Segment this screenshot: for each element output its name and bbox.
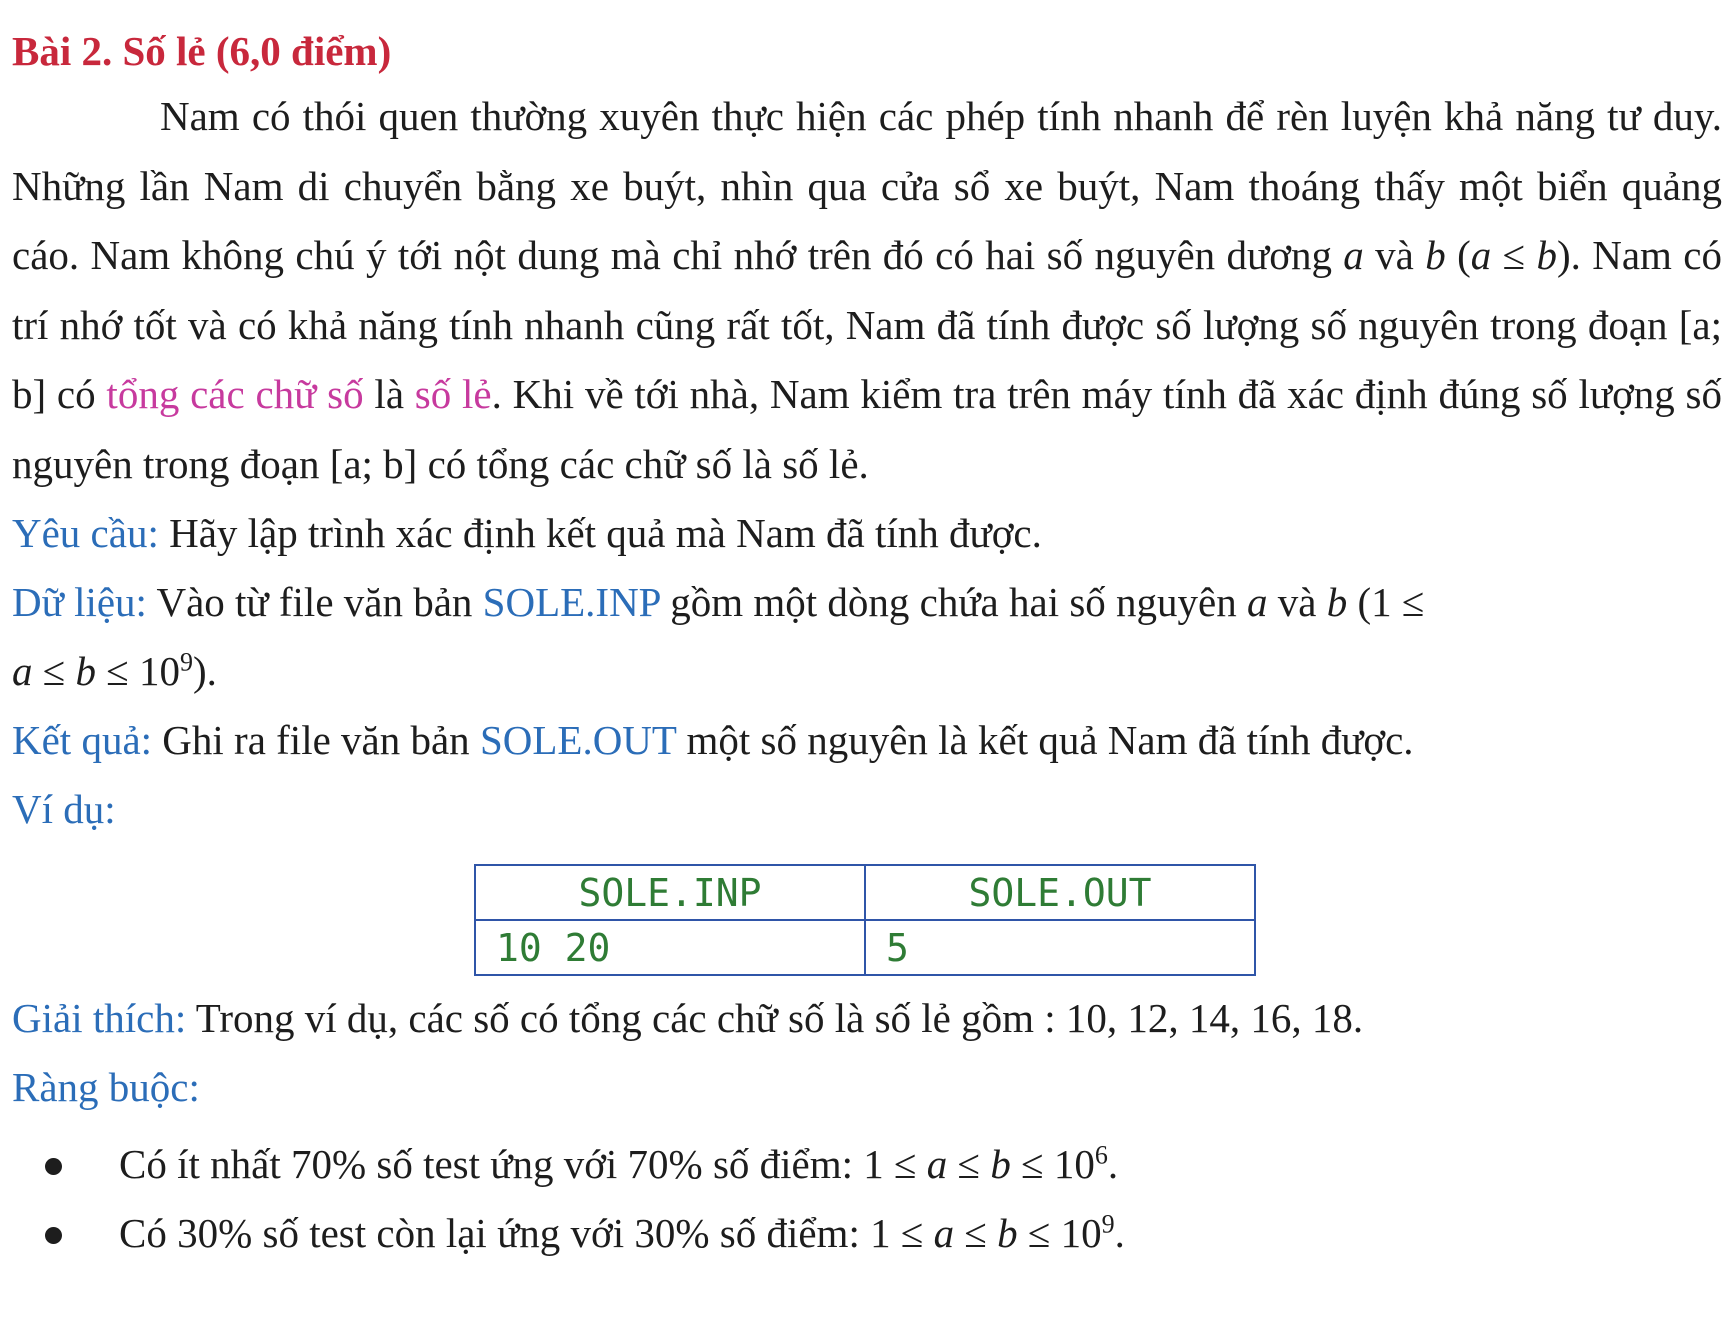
example-header-input: SOLE.INP xyxy=(475,865,865,920)
requirement-label: Yêu cầu: xyxy=(12,510,159,556)
output-filename: SOLE.OUT xyxy=(479,717,677,763)
constraint-item xyxy=(12,1199,1722,1268)
input-filename: SOLE.INP xyxy=(482,579,660,625)
highlight-digit-sum: tổng các chữ số xyxy=(106,371,364,417)
input-line2-le1: ≤ xyxy=(32,648,76,694)
example-header-row xyxy=(475,865,1255,920)
output-line xyxy=(12,706,1722,775)
highlight-odd-number: số lẻ xyxy=(414,371,492,417)
constraint-exponent: 9 xyxy=(1101,1209,1115,1239)
constraint-text: Có 30% số test còn lại ứng với 30% số điểm: 1 ≤ xyxy=(119,1210,934,1256)
output-text-2: một số nguyên là kết quả Nam đã tính được. xyxy=(676,717,1414,763)
example-header-output: SOLE.OUT xyxy=(865,865,1255,920)
example-label: Ví dụ: xyxy=(12,786,116,832)
explanation-label: Giải thích: xyxy=(12,995,187,1041)
requirement-line xyxy=(12,499,1722,568)
example-section xyxy=(12,844,1722,984)
story-var-a: a xyxy=(1343,232,1364,278)
story-cond-a: a xyxy=(1470,232,1492,278)
example-output-value: 5 xyxy=(865,920,1255,975)
constraint-le1: ≤ xyxy=(947,1141,991,1187)
constraint-var-b: b xyxy=(997,1210,1018,1256)
input-text-1: Vào từ file văn bản xyxy=(146,579,483,625)
bullet-icon xyxy=(45,1227,62,1244)
story-cond-le: ≤ xyxy=(1491,232,1537,278)
constraints-label: Ràng buộc: xyxy=(12,1064,200,1110)
story-var-b: b xyxy=(1425,232,1446,278)
bullet-icon xyxy=(45,1158,62,1175)
input-line-2 xyxy=(12,637,1722,706)
story-text-1: Nam có thói quen thường xuyên thực hiện các phép tính nhanh để rèn luyện khả năng tư duy. Những lần Nam di chuyển bằng xe buýt, nhìn qua cửa sổ xe buýt, Nam thoáng thấy một biển quảng cáo. Nam không chú ý tới nột dung mà chỉ nhớ trên đó có hai số nguyên dương xyxy=(12,93,1722,278)
input-line2-end: ). xyxy=(193,648,217,694)
requirement-text: Hãy lập trình xác định kết quả mà Nam đã tính được. xyxy=(158,510,1042,556)
story-cond-b: b xyxy=(1536,232,1557,278)
input-var-b: b xyxy=(1326,579,1348,625)
input-line-1 xyxy=(12,568,1722,637)
constraint-end: . xyxy=(1107,1141,1119,1187)
example-data-row xyxy=(475,920,1255,975)
story-text-3: là xyxy=(363,371,415,417)
example-input-value: 10 20 xyxy=(475,920,865,975)
constraint-var-a: a xyxy=(926,1141,948,1187)
constraint-var-b: b xyxy=(990,1141,1011,1187)
problem-page xyxy=(12,20,1722,1268)
constraints-list xyxy=(12,1130,1722,1268)
input-var-a: a xyxy=(1247,579,1268,625)
explanation-text: Trong ví dụ, các số có tổng các chữ số là số lẻ gồm : 10, 12, 14, 16, 18. xyxy=(186,995,1364,1041)
constraint-le1: ≤ xyxy=(954,1210,998,1256)
constraint-item xyxy=(12,1130,1722,1199)
input-line2-b: b xyxy=(75,648,97,694)
input-line2-exponent: 9 xyxy=(180,647,194,677)
story-text-4: . Khi về tới nhà, Nam kiểm tra trên máy tính đã xác định đúng số lượng số nguyên trong đoạn [a; b] có tổng các chữ số là số lẻ. xyxy=(12,371,1722,487)
output-label: Kết quả: xyxy=(12,717,153,763)
story-cond-open: ( xyxy=(1445,232,1471,278)
constraint-end: . xyxy=(1114,1210,1125,1256)
story-text-2: ). Nam có trí nhớ tốt và có khả năng tính nhanh cũng rất tốt, Nam đã tính được số lượng số nguyên trong đoạn [a; b] có xyxy=(12,232,1722,417)
constraint-le2: ≤ 10 xyxy=(1017,1210,1102,1256)
input-line2-le2: ≤ 10 xyxy=(96,648,181,694)
example-table xyxy=(474,864,1256,976)
input-text-2: gồm một dòng chứa hai số nguyên xyxy=(659,579,1248,625)
constraint-text: Có ít nhất 70% số test ứng với 70% số điểm: 1 ≤ xyxy=(119,1141,927,1187)
explanation-line xyxy=(12,984,1722,1053)
output-text-1: Ghi ra file văn bản xyxy=(152,717,480,763)
story-paragraph xyxy=(12,82,1722,499)
story-and: và xyxy=(1363,232,1426,278)
constraint-le2: ≤ 10 xyxy=(1010,1141,1095,1187)
input-label: Dữ liệu: xyxy=(12,579,147,625)
constraint-exponent: 6 xyxy=(1094,1140,1108,1170)
input-and: và xyxy=(1267,579,1327,625)
input-text-3: (1 ≤ xyxy=(1347,579,1425,625)
input-line2-a: a xyxy=(12,648,33,694)
constraint-var-a: a xyxy=(933,1210,955,1256)
problem-title: Bài 2. Số lẻ (6,0 điểm) xyxy=(12,28,392,74)
